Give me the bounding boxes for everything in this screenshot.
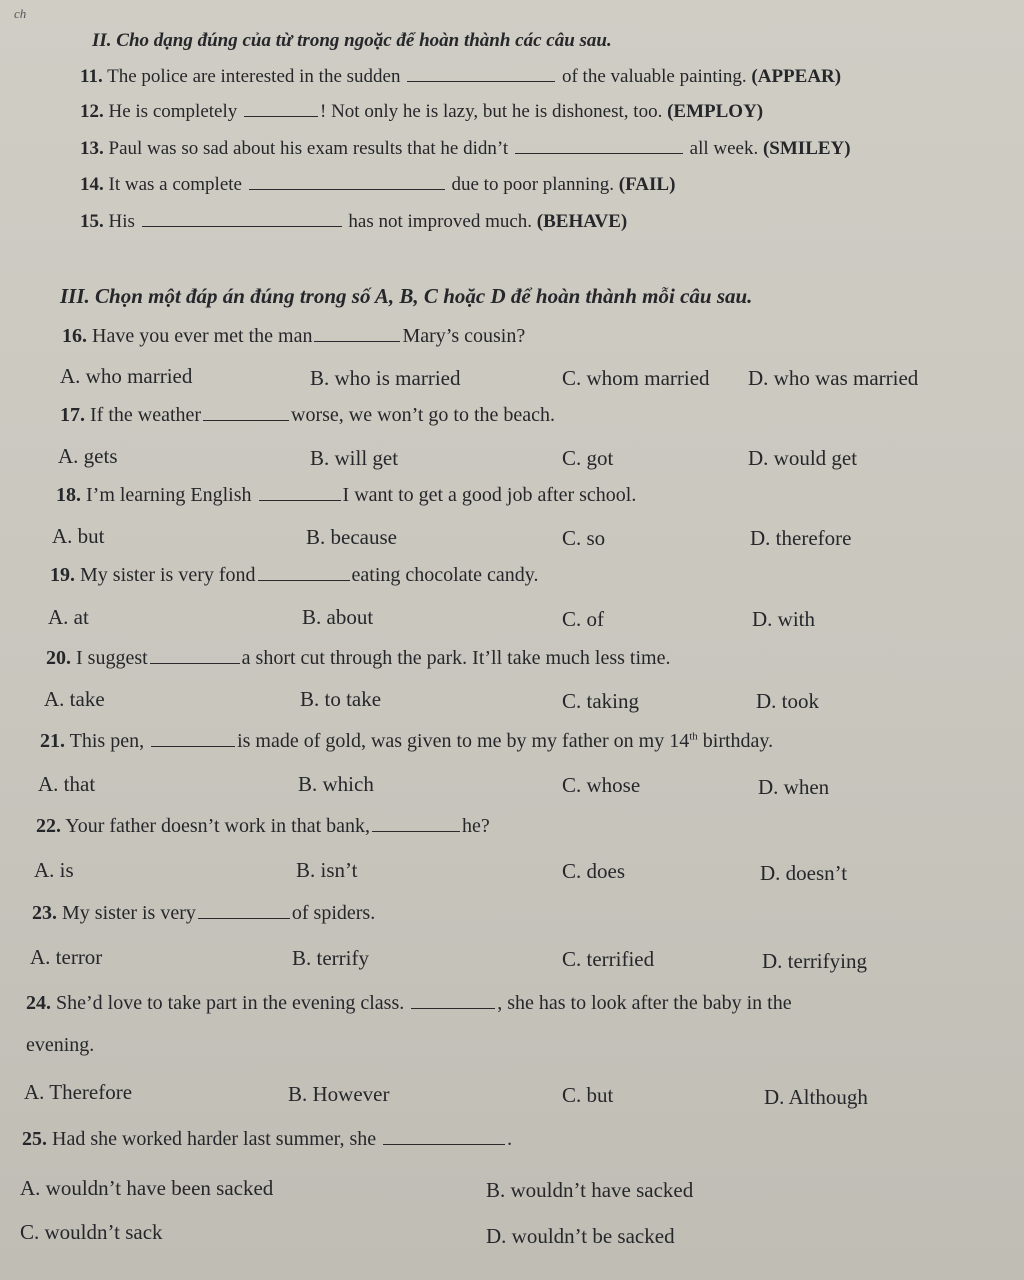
question-19: 19. My sister is very fond eating chocolate candy. [50,564,539,586]
option-c[interactable]: C. taking [562,689,639,713]
question-16: 16. Have you ever met the man Mary’s cousin? [62,325,526,347]
option-a[interactable]: A. take [44,687,105,711]
answer-blank[interactable] [244,115,318,117]
answer-blank[interactable] [142,225,342,227]
question-21: 21. This pen, is made of gold, was given to me by my father on my 14th birthday. [40,730,774,752]
question-13: 13. Paul was so sad about his exam results that he didn’t all week. (SMILEY) [80,138,851,159]
option-d[interactable]: D. therefore [750,526,852,550]
answer-blank[interactable] [259,499,341,501]
option-b[interactable]: B. to take [300,687,382,711]
option-a[interactable]: A. who married [60,364,193,388]
question-24: 24. She’d love to take part in the evening class. , she has to look after the baby in the [26,992,792,1014]
question-12: 12. He is completely ! Not only he is lazy, but he is dishonest, too. (EMPLOY) [80,101,764,122]
option-d[interactable]: D. terrifying [762,949,867,973]
answer-blank[interactable] [249,188,445,190]
option-b[interactable]: B. because [306,525,397,549]
option-b[interactable]: B. However [288,1082,390,1106]
option-c[interactable]: C. whose [562,773,641,797]
answer-blank[interactable] [151,745,235,747]
question-23: 23. My sister is very of spiders. [32,902,376,924]
option-d[interactable]: D. would get [748,446,858,470]
option-c[interactable]: C. wouldn’t sack [20,1220,163,1244]
option-a[interactable]: A. at [48,605,89,629]
option-a[interactable]: A. that [38,772,96,796]
option-c[interactable]: C. so [562,526,606,550]
option-a[interactable]: A. terror [30,945,103,969]
option-b[interactable]: B. which [298,772,374,796]
answer-blank[interactable] [150,662,240,664]
option-a[interactable]: A. but [52,524,105,548]
option-d[interactable]: D. Although [764,1085,868,1109]
question-24-continued: evening. [26,1034,95,1056]
option-b[interactable]: B. terrify [292,946,369,970]
option-b[interactable]: B. about [302,605,374,629]
answer-blank[interactable] [258,579,350,581]
option-c[interactable]: C. terrified [562,947,655,971]
corner-mark: ch [14,6,27,21]
question-15: 15. His has not improved much. (BEHAVE) [80,211,628,232]
answer-blank[interactable] [203,419,289,421]
section-3-heading: III. Chọn một đáp án đúng trong số A, B, C hoặc D để hoàn thành mỗi câu sau. [60,284,753,308]
answer-blank[interactable] [314,340,400,342]
option-c[interactable]: C. but [562,1083,614,1107]
question-25: 25. Had she worked harder last summer, she . [22,1128,513,1150]
option-d[interactable]: D. with [752,607,815,631]
option-d[interactable]: D. took [756,689,819,713]
option-b[interactable]: B. wouldn’t have sacked [486,1178,694,1202]
question-22: 22. Your father doesn’t work in that bank, he? [36,815,490,837]
answer-blank[interactable] [515,152,683,154]
answer-blank[interactable] [411,1007,495,1009]
section-2-heading: II. Cho dạng đúng của từ trong ngoặc để hoàn thành các câu sau. [92,30,612,51]
option-c[interactable]: C. of [562,607,604,631]
answer-blank[interactable] [372,830,460,832]
answer-blank[interactable] [198,917,290,919]
option-b[interactable]: B. who is married [310,366,461,390]
option-c[interactable]: C. does [562,859,625,883]
option-d[interactable]: D. when [758,775,830,799]
option-b[interactable]: B. will get [310,446,399,470]
question-17: 17. If the weather worse, we won’t go to the beach. [60,404,556,426]
option-c[interactable]: C. whom married [562,366,710,390]
option-a[interactable]: A. wouldn’t have been sacked [20,1176,274,1200]
answer-blank[interactable] [383,1143,505,1145]
option-d[interactable]: D. who was married [748,366,919,390]
answer-blank[interactable] [407,80,555,82]
option-a[interactable]: A. Therefore [24,1080,133,1104]
question-20: 20. I suggest a short cut through the park. It’ll take much less time. [46,647,671,669]
option-d[interactable]: D. wouldn’t be sacked [486,1224,675,1248]
question-18: 18. I’m learning English I want to get a good job after school. [56,484,637,506]
option-a[interactable]: A. is [34,858,74,882]
question-11: 11. The police are interested in the sudden of the valuable painting. (APPEAR) [80,66,842,87]
option-b[interactable]: B. isn’t [296,858,358,882]
option-c[interactable]: C. got [562,446,614,470]
question-14: 14. It was a complete due to poor planning. (FAIL) [80,174,676,195]
option-d[interactable]: D. doesn’t [760,861,848,885]
option-a[interactable]: A. gets [58,444,118,468]
